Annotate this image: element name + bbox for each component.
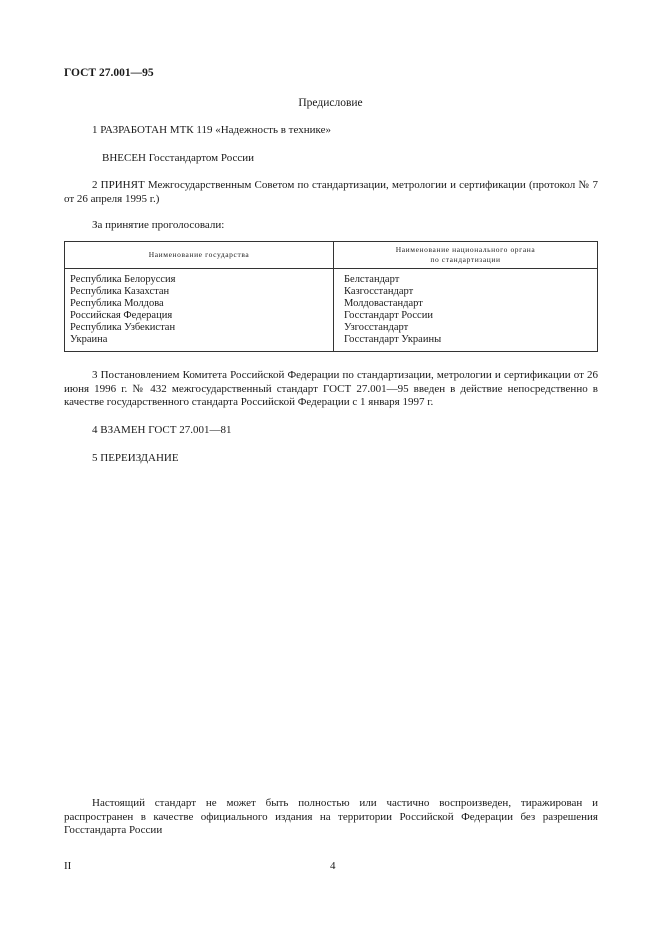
list-item: Республика Белоруссия [70, 274, 176, 285]
table-header-row [65, 242, 598, 269]
header-body-line1: Наименование национального органа [395, 245, 536, 254]
paragraph-introduced: ВНЕСЕН Госстандартом России [102, 152, 255, 164]
voting-table [64, 241, 598, 352]
list-item: Республика Узбекистан [70, 322, 176, 333]
paragraph-voted: За принятие проголосовали: [92, 219, 225, 231]
paragraph-reissue: 5 ПЕРЕИЗДАНИЕ [92, 452, 179, 464]
list-item: Российская Федерация [70, 310, 173, 321]
list-item: Республика Молдова [70, 298, 164, 309]
page-number: 4 [330, 860, 336, 872]
list-item: Казгосстандарт [344, 286, 414, 297]
roman-page-number: II [64, 860, 72, 872]
list-item: Молдовастандарт [344, 298, 423, 309]
document-code: ГОСТ 27.001—95 [64, 67, 154, 79]
list-item: Госстандарт Украины [344, 334, 442, 345]
list-item: Узгосстандарт [344, 322, 409, 333]
table-body-row [65, 269, 598, 352]
header-body-line2: по стандартизации [430, 255, 501, 264]
list-item: Госстандарт России [344, 310, 433, 321]
page-title: Предисловие [298, 97, 363, 109]
paragraph-resolution: 3 Постановлением Комитета Российской Федерации по стандартизации, метрологии и сертификации от 26 июня 1996 г. № 432 межгосударственный стандарт ГОСТ 27.001—95 введен в действие непосредственно в качестве государственного стандарта Российской Федерации с 1 января 1997 г. [64, 369, 598, 408]
bodies-column [334, 269, 598, 352]
list-item: Республика Казахстан [70, 286, 170, 297]
paragraph-replaces: 4 ВЗАМЕН ГОСТ 27.001—81 [92, 424, 232, 436]
paragraph-developed: 1 РАЗРАБОТАН МТК 119 «Надежность в технике» [92, 124, 331, 136]
paragraph-adopted: 2 ПРИНЯТ Межгосударственным Советом по стандартизации, метрологии и сертификации (протокол № 7 от 26 апреля 1995 г.) [64, 179, 598, 205]
copyright-notice: Настоящий стандарт не может быть полностью или частично воспроизведен, тиражирован и распространен в качестве официального издания на территории Российской Федерации без разрешения Госстандарта России [64, 797, 598, 836]
list-item: Белстандарт [344, 274, 400, 285]
header-national-body [334, 242, 598, 269]
list-item: Украина [70, 334, 108, 345]
states-column [65, 269, 334, 352]
header-state: Наименование государства [65, 242, 334, 269]
